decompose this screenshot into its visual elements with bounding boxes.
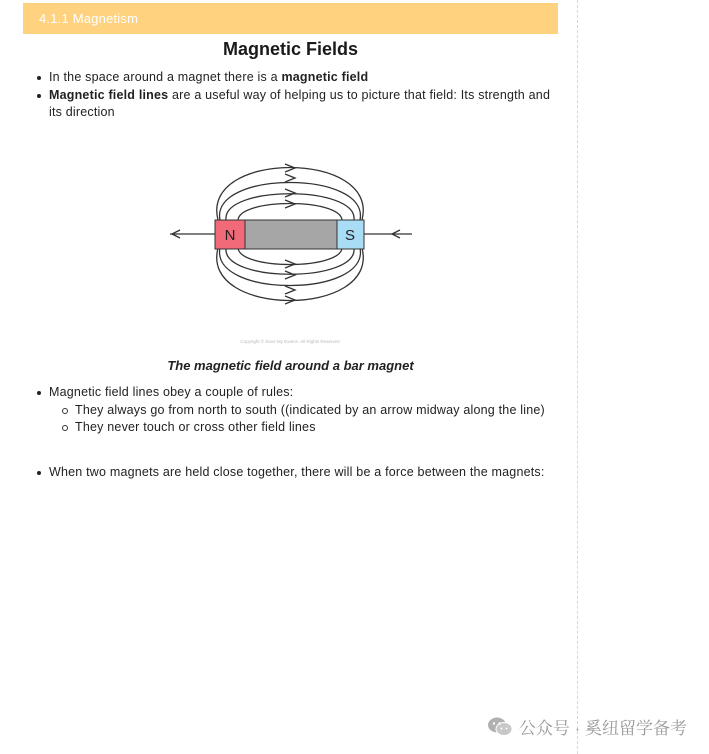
figure-caption: The magnetic field around a bar magnet (167, 358, 414, 373)
bullet-text: In the space around a magnet there is a (49, 70, 282, 84)
figure-copyright: Copyright © Save My Exams. All Rights Reserved (240, 339, 340, 344)
north-label: N (224, 227, 236, 244)
sub-bullet-text: They never touch or cross other field lines (75, 420, 316, 434)
section-label: 4.1.1 Magnetism (39, 11, 139, 26)
sub-bullet-text: They always go from north to south ((indicated by an arrow midway along the line) (75, 402, 545, 417)
list-item (35, 87, 560, 122)
bullet-text: are a useful way of helping us to picture that field: Its strength and its direction (49, 87, 551, 119)
bullet-text: Magnetic field lines obey a couple of rules: (49, 385, 294, 399)
bullet-bold-text: magnetic field (281, 70, 369, 84)
force-bullets (35, 464, 560, 482)
section-header-bar (23, 3, 558, 34)
sub-list-item (35, 402, 560, 420)
list-item (35, 384, 560, 402)
rules-bullets (35, 384, 560, 437)
magnet-body (245, 220, 337, 249)
sub-list-item (35, 419, 560, 437)
watermark-text: 公众号 · 奚纽留学备考 (518, 719, 687, 738)
wechat-icon (487, 716, 513, 738)
page-title: Magnetic Fields (222, 39, 359, 59)
list-item (35, 464, 560, 482)
bullet-bold-text: Magnetic field lines (49, 87, 169, 102)
bar-magnet-diagram (160, 130, 420, 350)
bullet-text: When two magnets are held close together, there will be a force between the magnets: (49, 465, 545, 479)
intro-bullets (35, 69, 560, 122)
list-item (35, 69, 560, 87)
page-divider (577, 0, 578, 754)
south-label: S (344, 227, 356, 244)
watermark (487, 714, 687, 739)
